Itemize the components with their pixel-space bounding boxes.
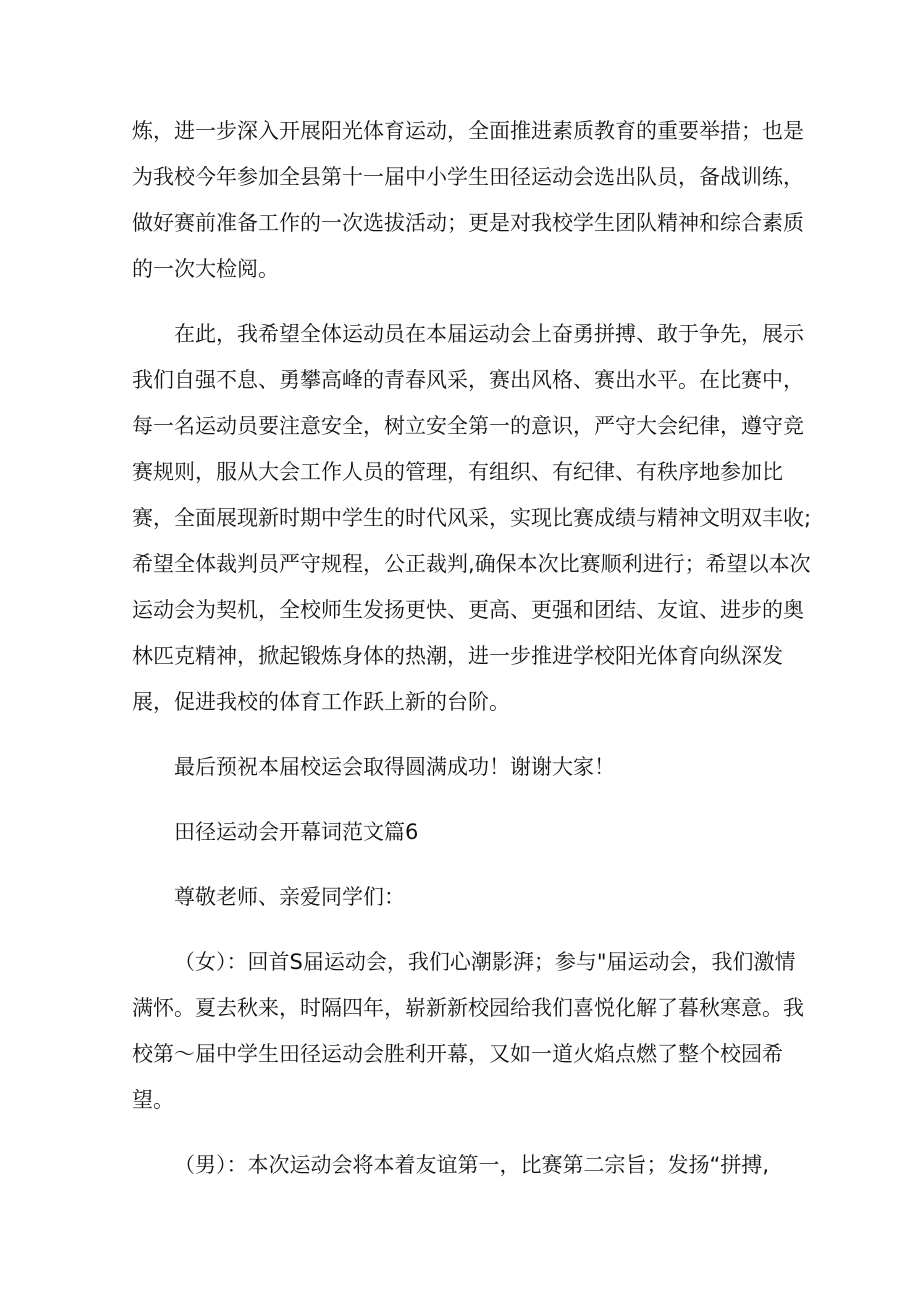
text-line: 田径运动会开幕词范文篇6 [174,820,419,844]
text-line: 的一次大检阅。 [132,257,279,281]
text-line: 最后预祝本届校运会取得圆满成功！谢谢大家！ [174,755,615,779]
text-line: 我们自强不息、勇攀高峰的青春风采，赛出风格、赛出水平。在比赛中， [132,368,804,392]
text-line: 校第〜届中学生田径运动会胜利开幕，又如一道火焰点燃了整个校园希 [132,1042,783,1066]
text-line: （男）：本次运动会将本着友谊第一，比赛第二宗旨；发扬“拼搏, [174,1153,770,1177]
paragraph-female-speaker [132,939,804,1123]
text-line: 炼，进一步深入开展阳光体育运动，全面推进素质教育的重要举措；也是 [132,119,804,143]
text-line: 为我校今年参加全县第十一届中小学生田径运动会选出队员，备战训练， [132,165,804,189]
text-line: 希望全体裁判员严守规程，公正裁判,确保本次比赛顺利进行；希望以本次 [132,552,811,576]
text-line: 望。 [132,1088,174,1112]
paragraph-1 [132,108,804,292]
document-page [132,108,812,1207]
text-line: 赛规则，服从大会工作人员的管理，有组织、有纪律、有秩序地参加比 [132,460,783,484]
text-line: 尊敬老师、亲爱同学们： [174,885,405,909]
text-line: 展，促进我校的体育工作跃上新的台阶。 [132,690,510,714]
paragraph-2 [132,311,812,725]
text-line: 林匹克精神，掀起锻炼身体的热潮，进一步推进学校阳光体育向纵深发 [132,644,783,668]
text-line: 运动会为契机，全校师生发扬更快、更高、更强和团结、友谊、进步的奥 [132,598,804,622]
text-line: 满怀。夏去秋来，时隔四年，崭新新校园给我们喜悦化解了暮秋寒意。我 [132,996,804,1020]
text-line: 做好赛前准备工作的一次选拔活动；更是对我校学生团队精神和综合素质 [132,211,804,235]
text-line: 每一名运动员要注意安全，树立安全第一的意识，严守大会纪律，遵守竞 [132,414,804,438]
text-line: 赛，全面展现新时期中学生的时代风采，实现比赛成绩与精神文明双丰收; [132,506,812,530]
text-line: 在此，我希望全体运动员在本届运动会上奋勇拼搏、敢于争先，展示 [174,322,804,346]
paragraph-closing [132,744,782,790]
text-line: （女）：回首S届运动会，我们心潮影湃；参与"届运动会，我们激情 [174,950,796,974]
section-heading [132,809,782,855]
greeting [132,874,782,920]
paragraph-male-speaker [132,1142,782,1188]
